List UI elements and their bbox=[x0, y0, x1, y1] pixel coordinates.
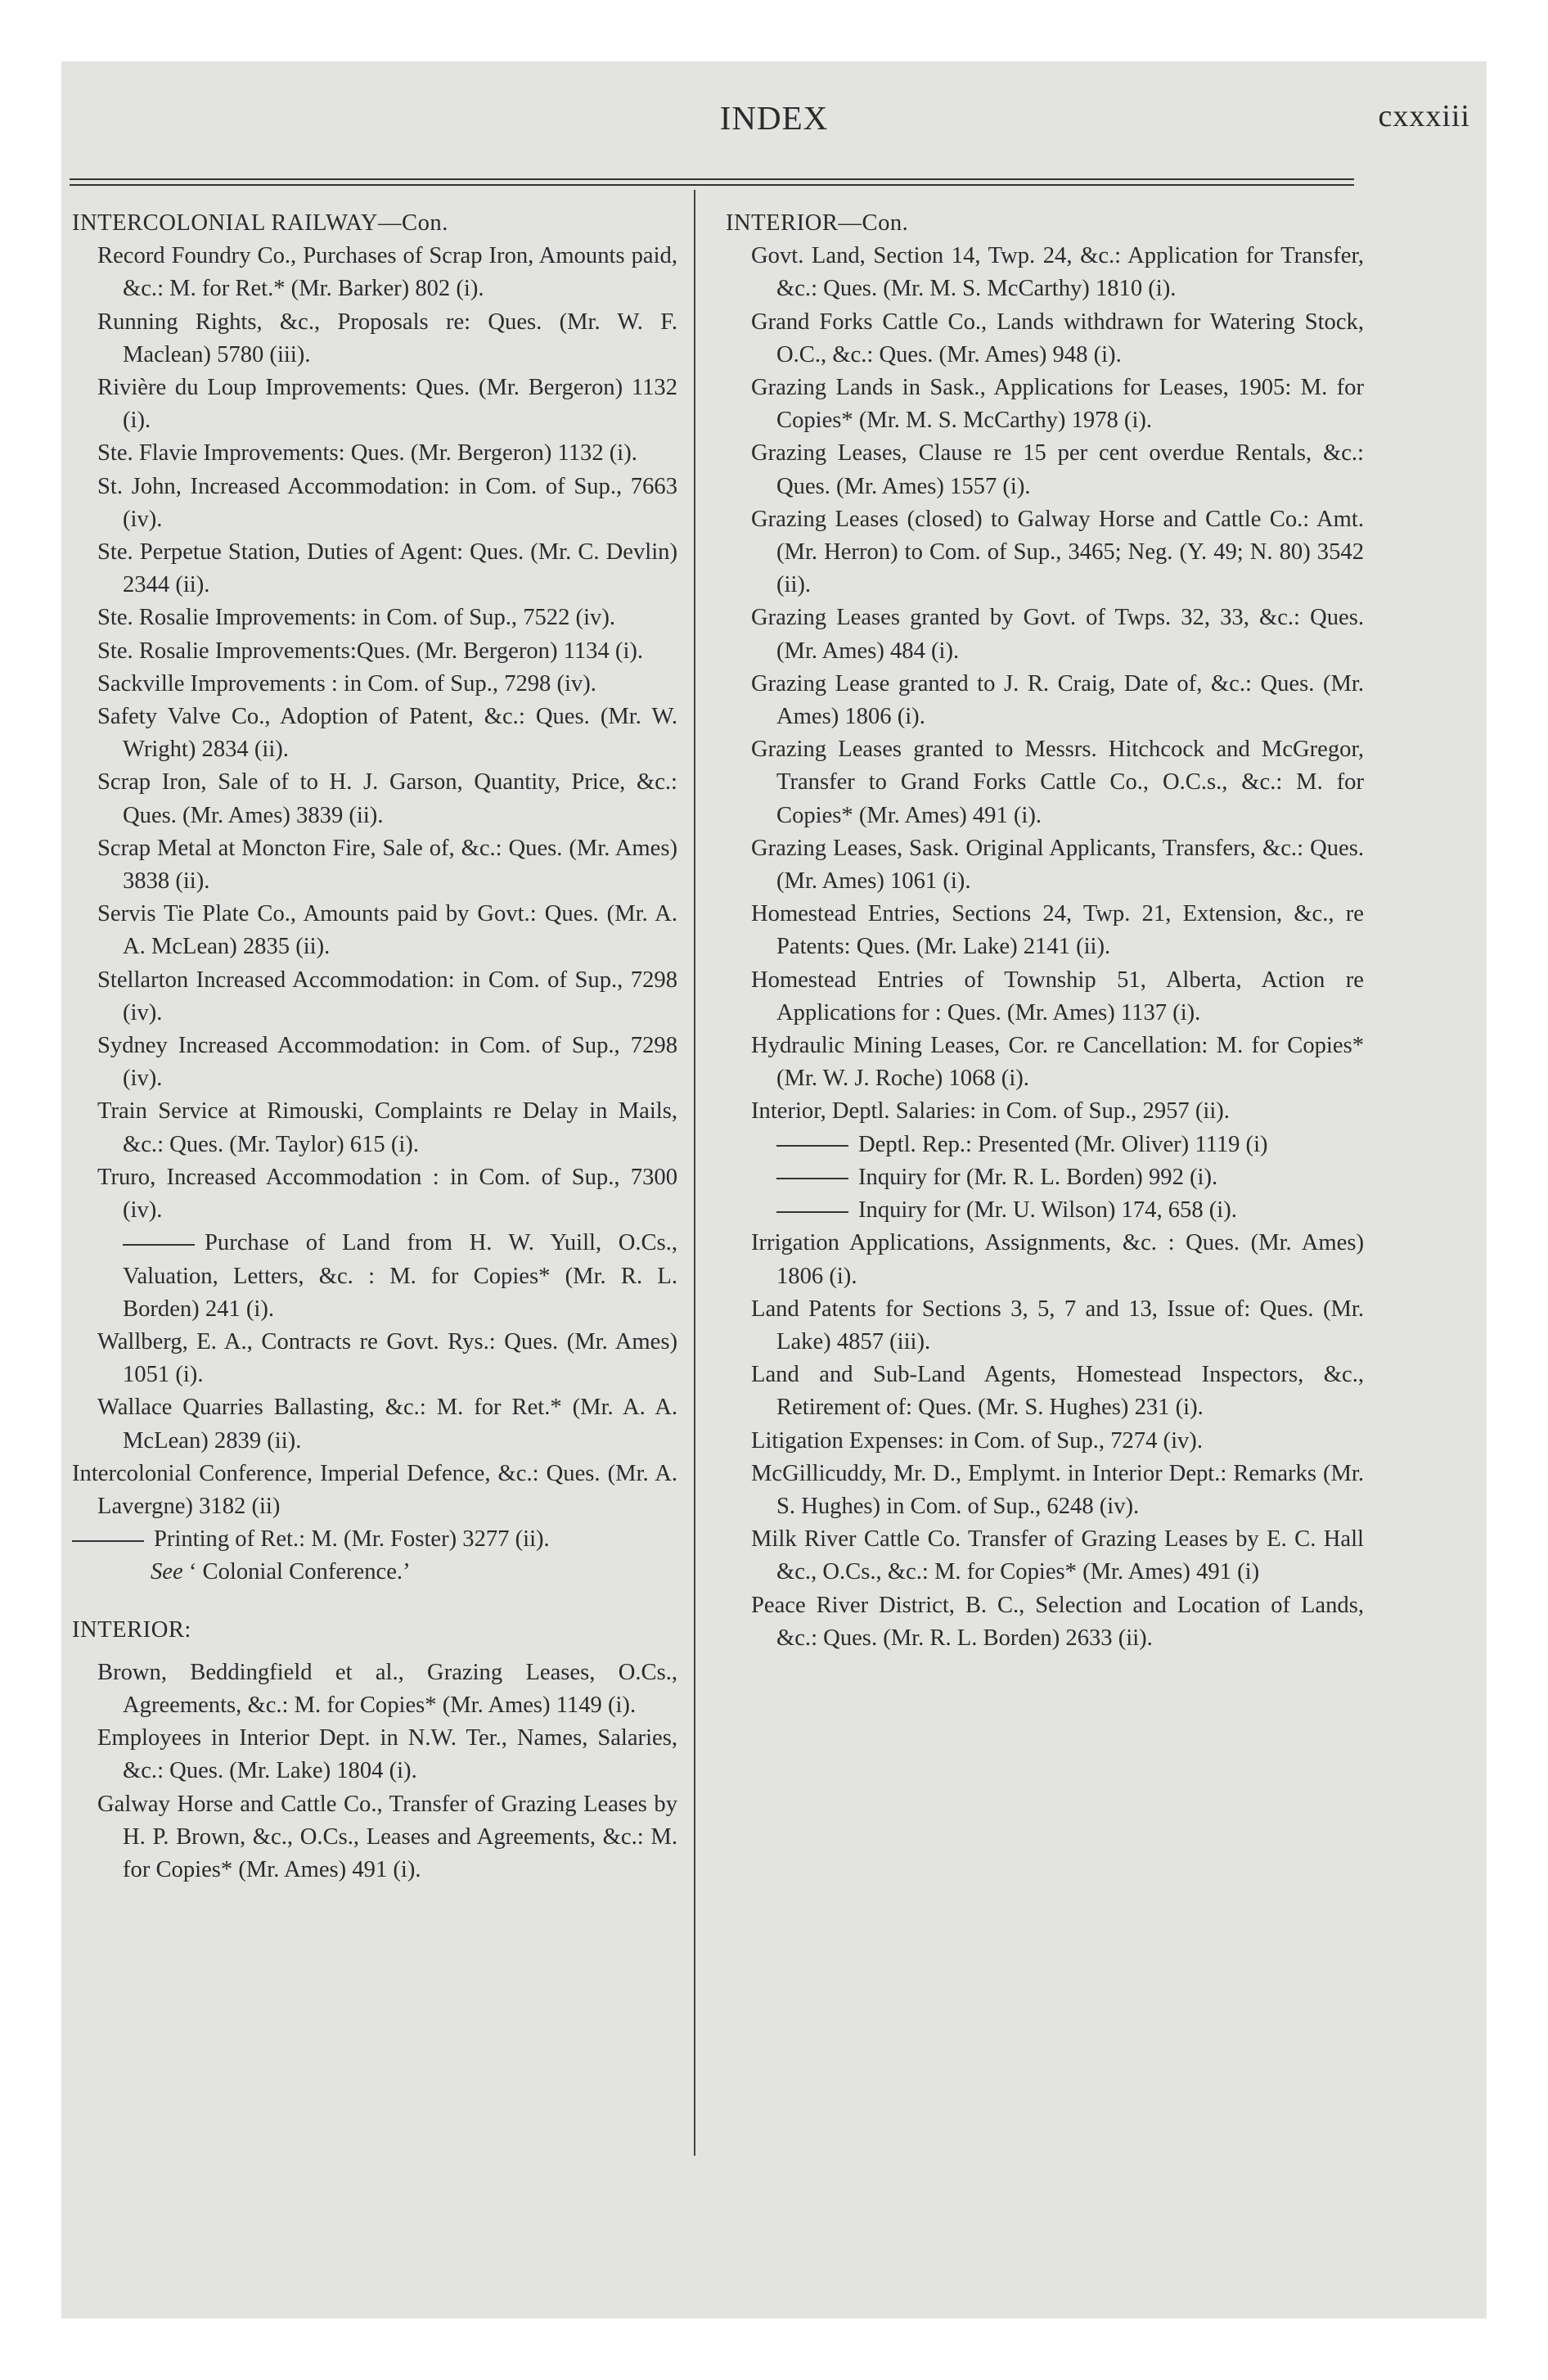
page-header bbox=[0, 98, 1548, 147]
subentry-text: Deptl. Rep.: Presented (Mr. Oliver) 1119 (i) bbox=[858, 1131, 1268, 1157]
entry-list-interior-con bbox=[726, 240, 1364, 1655]
index-entry: Grazing Leases, Clause re 15 per cent overdue Rentals, &c.: Ques. (Mr. Ames) 1557 (i). bbox=[751, 440, 1364, 499]
see-target: ‘ Colonial Conference.’ bbox=[188, 1559, 411, 1585]
entry-list-interior bbox=[72, 1657, 677, 1886]
index-entry: St. John, Increased Accommodation: in Com. of Sup., 7663 (iv). bbox=[97, 473, 677, 532]
index-entry: Grazing Leases granted by Govt. of Twps. 32, 33, &c.: Ques. (Mr. Ames) 484 (i). bbox=[751, 605, 1364, 664]
index-entry: Grazing Leases granted to Messrs. Hitchcock and McGregor, Transfer to Grand Forks Cattle Co., O.C.s., &c.: M. for Copies* (Mr. Ames) 491 (i). bbox=[751, 737, 1364, 828]
index-entry: Litigation Expenses: in Com. of Sup., 7274 (iv). bbox=[751, 1427, 1203, 1454]
ditto-dash bbox=[72, 1540, 144, 1542]
index-entry: Employees in Interior Dept. in N.W. Ter., Names, Salaries, &c.: Ques. (Mr. Lake) 1804 (i). bbox=[97, 1725, 677, 1784]
index-entry: Ste. Perpetue Station, Duties of Agent: Ques. (Mr. C. Devlin) 2344 (ii). bbox=[97, 539, 677, 598]
index-entry: Land and Sub-Land Agents, Homestead Inspectors, &c., Retirement of: Ques. (Mr. S. Hughes) 231 (i). bbox=[751, 1362, 1364, 1421]
index-entry: Hydraulic Mining Leases, Cor. re Cancellation: M. for Copies* (Mr. W. J. Roche) 1068 (i). bbox=[751, 1033, 1364, 1092]
see-reference bbox=[151, 1556, 677, 1589]
index-subentry bbox=[751, 1129, 1364, 1161]
index-entry: Homestead Entries of Township 51, Alberta, Action re Applications for : Ques. (Mr. Ames) 1137 (i). bbox=[751, 967, 1364, 1025]
subentry-text: Printing of Ret.: M. (Mr. Foster) 3277 (ii). bbox=[154, 1526, 550, 1553]
section-heading-interior: INTERIOR: bbox=[72, 1616, 191, 1643]
index-entry: Sydney Increased Accommodation: in Com. of Sup., 7298 (iv). bbox=[97, 1033, 677, 1092]
ditto-dash bbox=[123, 1244, 195, 1246]
index-entry: Scrap Iron, Sale of to H. J. Garson, Quantity, Price, &c.: Ques. (Mr. Ames) 3839 (ii). bbox=[97, 769, 677, 828]
index-subentry bbox=[72, 1523, 677, 1556]
index-entry: Milk River Cattle Co. Transfer of Grazing Leases by E. C. Hall &c., O.Cs., &c.: M. for Copies* (Mr. Ames) 491 (i) bbox=[751, 1526, 1364, 1585]
index-entry: Homestead Entries, Sections 24, Twp. 21, Extension, &c., re Patents: Ques. (Mr. Lake) 2141 (ii). bbox=[751, 901, 1364, 960]
index-entry: Running Rights, &c., Proposals re: Ques. (Mr. W. F. Maclean) 5780 (iii). bbox=[97, 309, 677, 367]
entry-list-intercolonial bbox=[72, 240, 677, 1458]
left-column bbox=[72, 207, 677, 1886]
index-entry: Scrap Metal at Moncton Fire, Sale of, &c.: Ques. (Mr. Ames) 3838 (ii). bbox=[97, 835, 677, 895]
page-number: cxxxiii bbox=[1378, 99, 1470, 133]
index-entry: Grazing Leases (closed) to Galway Horse and Cattle Co.: Amt. (Mr. Herron) to Com. of Sup., 3465; Neg. (Y. 49; N. 80) 3542 (ii). bbox=[751, 506, 1364, 598]
index-entry: Grazing Lands in Sask., Applications for Leases, 1905: M. for Copies* (Mr. M. S. McCarthy) 1978 (i). bbox=[751, 375, 1364, 434]
index-entry: Grazing Lease granted to J. R. Craig, Date of, &c.: Ques. (Mr. Ames) 1806 (i). bbox=[751, 670, 1364, 730]
index-subentry bbox=[751, 1194, 1364, 1227]
index-entry: Interior, Deptl. Salaries: in Com. of Sup., 2957 (ii). bbox=[751, 1098, 1230, 1125]
index-entry: Train Service at Rimouski, Complaints re Delay in Mails, &c.: Ques. (Mr. Taylor) 615 (i). bbox=[97, 1098, 677, 1157]
index-entry: Govt. Land, Section 14, Twp. 24, &c.: Application for Transfer, &c.: Ques. (Mr. M. S. McCarthy) 1810 (i). bbox=[751, 243, 1364, 302]
index-entry: Wallace Quarries Ballasting, &c.: M. for Ret.* (Mr. A. A. McLean) 2839 (ii). bbox=[97, 1395, 677, 1454]
index-entry: Safety Valve Co., Adoption of Patent, &c.: Ques. (Mr. W. Wright) 2834 (ii). bbox=[97, 704, 677, 763]
subentry-text: Inquiry for (Mr. U. Wilson) 174, 658 (i). bbox=[858, 1197, 1237, 1224]
index-entry: Irrigation Applications, Assignments, &c. : Ques. (Mr. Ames) 1806 (i). bbox=[751, 1230, 1364, 1289]
page-title: INDEX bbox=[719, 99, 829, 137]
index-entry: Ste. Rosalie Improvements:Ques. (Mr. Bergeron) 1134 (i). bbox=[97, 638, 644, 664]
section-heading-intercolonial: INTERCOLONIAL RAILWAY—Con. bbox=[72, 210, 448, 236]
ditto-dash bbox=[776, 1178, 848, 1179]
index-entry: Rivière du Loup Improvements: Ques. (Mr. Bergeron) 1132 (i). bbox=[97, 375, 677, 434]
index-subentry bbox=[97, 1227, 677, 1326]
index-entry: Servis Tie Plate Co., Amounts paid by Govt.: Ques. (Mr. A. A. McLean) 2835 (ii). bbox=[97, 901, 677, 960]
index-entry: Galway Horse and Cattle Co., Transfer of Grazing Leases by H. P. Brown, &c., O.Cs., Leases and Agreements, &c.: M. for Copies* (Mr. Ames) 491 (i). bbox=[97, 1791, 677, 1882]
index-entry: Land Patents for Sections 3, 5, 7 and 13, Issue of: Ques. (Mr. Lake) 4857 (iii). bbox=[751, 1296, 1364, 1355]
index-entry: McGillicuddy, Mr. D., Emplymt. in Interior Dept.: Remarks (Mr. S. Hughes) in Com. of Sup., 6248 (iv). bbox=[751, 1460, 1364, 1519]
header-rule-bottom bbox=[70, 184, 1354, 186]
index-entry: Peace River District, B. C., Selection and Location of Lands, &c.: Ques. (Mr. R. L. Borden) 2633 (ii). bbox=[751, 1592, 1364, 1651]
ditto-dash bbox=[776, 1145, 848, 1147]
index-entry: Ste. Flavie Improvements: Ques. (Mr. Bergeron) 1132 (i). bbox=[97, 440, 637, 467]
see-label: See bbox=[151, 1559, 183, 1585]
index-entry: Ste. Rosalie Improvements: in Com. of Sup., 7522 (iv). bbox=[97, 605, 615, 631]
ditto-dash bbox=[776, 1211, 848, 1213]
index-entry: Sackville Improvements : in Com. of Sup., 7298 (iv). bbox=[97, 670, 596, 696]
index-entry-conference: Intercolonial Conference, Imperial Defence, &c.: Ques. (Mr. A. Lavergne) 3182 (ii) bbox=[72, 1460, 677, 1519]
subentry-text: Inquiry for (Mr. R. L. Borden) 992 (i). bbox=[858, 1164, 1218, 1190]
index-subentry bbox=[751, 1161, 1364, 1194]
index-entry: Stellarton Increased Accommodation: in Com. of Sup., 7298 (iv). bbox=[97, 967, 677, 1025]
right-column bbox=[726, 207, 1364, 1655]
section-heading-interior-con: INTERIOR—Con. bbox=[726, 210, 909, 236]
index-entry: Truro, Increased Accommodation : in Com. of Sup., 7300 (iv). bbox=[97, 1164, 677, 1224]
subentry-text: Purchase of Land from H. W. Yuill, O.Cs., Valuation, Letters, &c. : M. for Copies* (Mr. R. L. Borden) 241 (i). bbox=[123, 1230, 677, 1322]
index-entry: Brown, Beddingfield et al., Grazing Leases, O.Cs., Agreements, &c.: M. for Copies* (Mr. Ames) 1149 (i). bbox=[97, 1659, 677, 1718]
index-entry: Grazing Leases, Sask. Original Applicants, Transfers, &c.: Ques. (Mr. Ames) 1061 (i). bbox=[751, 835, 1364, 895]
index-entry: Record Foundry Co., Purchases of Scrap Iron, Amounts paid, &c.: M. for Ret.* (Mr. Barker) 802 (i). bbox=[97, 243, 677, 302]
header-rule-top bbox=[70, 178, 1354, 180]
index-entry: Grand Forks Cattle Co., Lands withdrawn for Watering Stock, O.C., &c.: Ques. (Mr. Ames) 948 (i). bbox=[751, 309, 1364, 367]
index-entry: Wallberg, E. A., Contracts re Govt. Rys.: Ques. (Mr. Ames) 1051 (i). bbox=[97, 1328, 677, 1388]
column-divider bbox=[694, 190, 695, 2156]
